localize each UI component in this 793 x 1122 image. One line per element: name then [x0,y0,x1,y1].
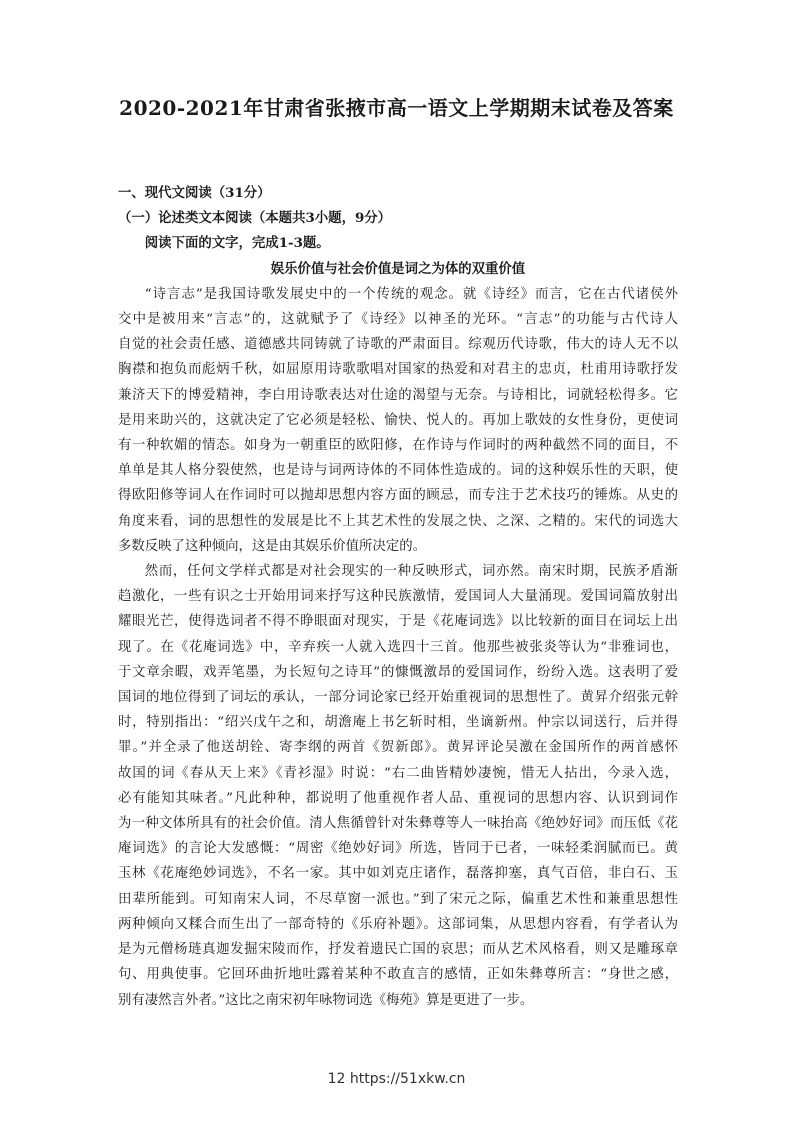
paragraph-line: 多数反映了这种倾向，这是由其娱乐价值所决定的。 [118,538,426,554]
paragraph-line: 耀眼光芒，使得选词者不得不睁眼面对现实，于是《花庵词选》以比较新的面目在词坛上出 [118,614,678,630]
paragraph-line: 趋激化，一些有识之士开始用词来抒写这种民族激情，爱国词人大量涌现。爱国词篇放射出 [118,589,678,605]
paragraph-1 [118,282,678,559]
subsection-heading: （一）论述类文本阅读（本题共3小题，9分） [118,210,392,227]
paragraph-line: 田辈所能到。可知南宋人词，不尽草窗一派也。”到了宋元之际，偏重艺术性和兼重思想性 [118,891,678,907]
paragraph-line: 罪。”并全录了他送胡铨、寄李纲的两首《贺新郎》。黄昇评论吴激在金国所作的两首感怀 [118,740,678,756]
paragraph-line: 必有能知其味者。”凡此种种，都说明了他重视作者人品、重视词的思想内容、认识到词作 [118,790,678,806]
paragraph-2 [118,559,678,1013]
paragraph-line: 胸襟和抱负而彪炳千秋，如屈原用诗歌歌唱对国家的热爱和对君主的忠贞，杜甫用诗歌抒发 [118,362,678,378]
page-footer[interactable]: 12 https://51xkw.cn [327,1071,466,1087]
paragraph-line: 别有凄然言外者。”这比之南宋初年咏物词选《梅苑》算是更进了一步。 [118,992,534,1008]
paragraph-line: 国词的地位得到了词坛的承认，一部分词论家已经开始重视词的思想性了。黄昇介绍张元幹 [118,690,678,706]
paragraph-line: 两种倾向又糅合而生出了一部奇特的《乐府补题》。这部词集，从思想内容看，有学者认为 [118,916,678,932]
paragraph-line: 玉林《花庵绝妙词选》，不名一家。其中如刘克庄诸作，磊落抑塞，真气百倍，非白石、玉 [118,866,678,882]
paragraph-line: 故国的词《春从天上来》《青衫湿》时说：“右二曲皆精妙凄惋，惜无人拈出，今录入选， [118,765,678,781]
document-title: 2020-2021年甘肃省张掖市高一语文上学期期末试卷及答案 [119,96,674,120]
paragraph-line: “诗言志”是我国诗歌发展史中的一个传统的观念。就《诗经》而言，它在古代诸侯外 [144,286,678,302]
paragraph-line: 时，特别指出：“绍兴戊午之和，胡澹庵上书乞斩时相，坐谪新州。仲宗以词送行，后并得 [118,715,678,731]
paragraph-line: 得欧阳修等词人在作词时可以抛却思想内容方面的顾忌，而专注于艺术技巧的锤炼。从史的 [118,488,678,504]
paragraph-line: 句、用典使事。它回环曲折地吐露着某种不敢直言的感情，正如朱彝尊所言：“身世之感， [118,967,678,983]
paragraph-line: 有一种软媚的情态。如身为一朝重臣的欧阳修，在作诗与作词时的两种截然不同的面目，不 [118,438,678,454]
section-heading: 一、现代文阅读（31分） [118,185,271,201]
paragraph-line: 于文章余暇，戏弄笔墨，为长短句之诗耳”的慷慨激昂的爱国词作，纷纷入选。这表明了爱 [118,664,678,680]
document-body [118,181,678,1013]
paragraph-line: 是用来助兴的，这就决定了它必须是轻松、愉快、悦人的。再加上歌妓的女性身份，更使词 [118,412,678,428]
paragraph-line: 庵词选》的言论大发感慨：“周密《绝妙好词》所选，皆同于已者，一味轻柔润腻而已。黄 [118,841,678,857]
paragraph-line: 交中是被用来“言志”的，这就赋予了《诗经》以神圣的光环。“言志”的功能与古代诗人 [118,312,678,328]
paragraph-line: 单单是其人格分裂使然，也是诗与词两诗体的不同体性造成的。词的这种娱乐性的天职，使 [118,463,678,479]
paragraph-line: 为一种文体所具有的社会价值。清人焦循曾针对朱彝尊等人一味抬高《绝妙好词》而压低《花 [118,816,678,832]
article-title: 娱乐价值与社会价值是词之为体的双重价值 [270,260,526,277]
paragraph-line: 然而，任何文学样式都是对社会现实的一种反映形式，词亦然。南宋时期，民族矛盾渐 [144,564,678,580]
paragraph-line: 现了。在《花庵词选》中，辛弃疾一人就入选四十三首。他那些被张炎等认为“非雅词也， [118,639,678,655]
paragraph-line: 是为元僧杨琏真迦发掘宋陵而作，抒发着遗民亡国的哀思；而从艺术风格看，则又是雕琢章 [118,942,678,958]
reading-instruction: 阅读下面的文字，完成1-3题。 [144,235,330,252]
paragraph-line: 角度来看，词的思想性的发展是比不上其艺术性的发展之快、之深、之精的。宋代的词选大 [118,513,678,529]
paragraph-line: 兼济天下的博爱精神，李白用诗歌表达对仕途的渴望与无奈。与诗相比，词就轻松得多。它 [118,387,678,403]
paragraph-line: 自觉的社会责任感、道德感共同铸就了诗歌的严肃面目。综观历代诗歌，伟大的诗人无不以 [118,337,678,353]
